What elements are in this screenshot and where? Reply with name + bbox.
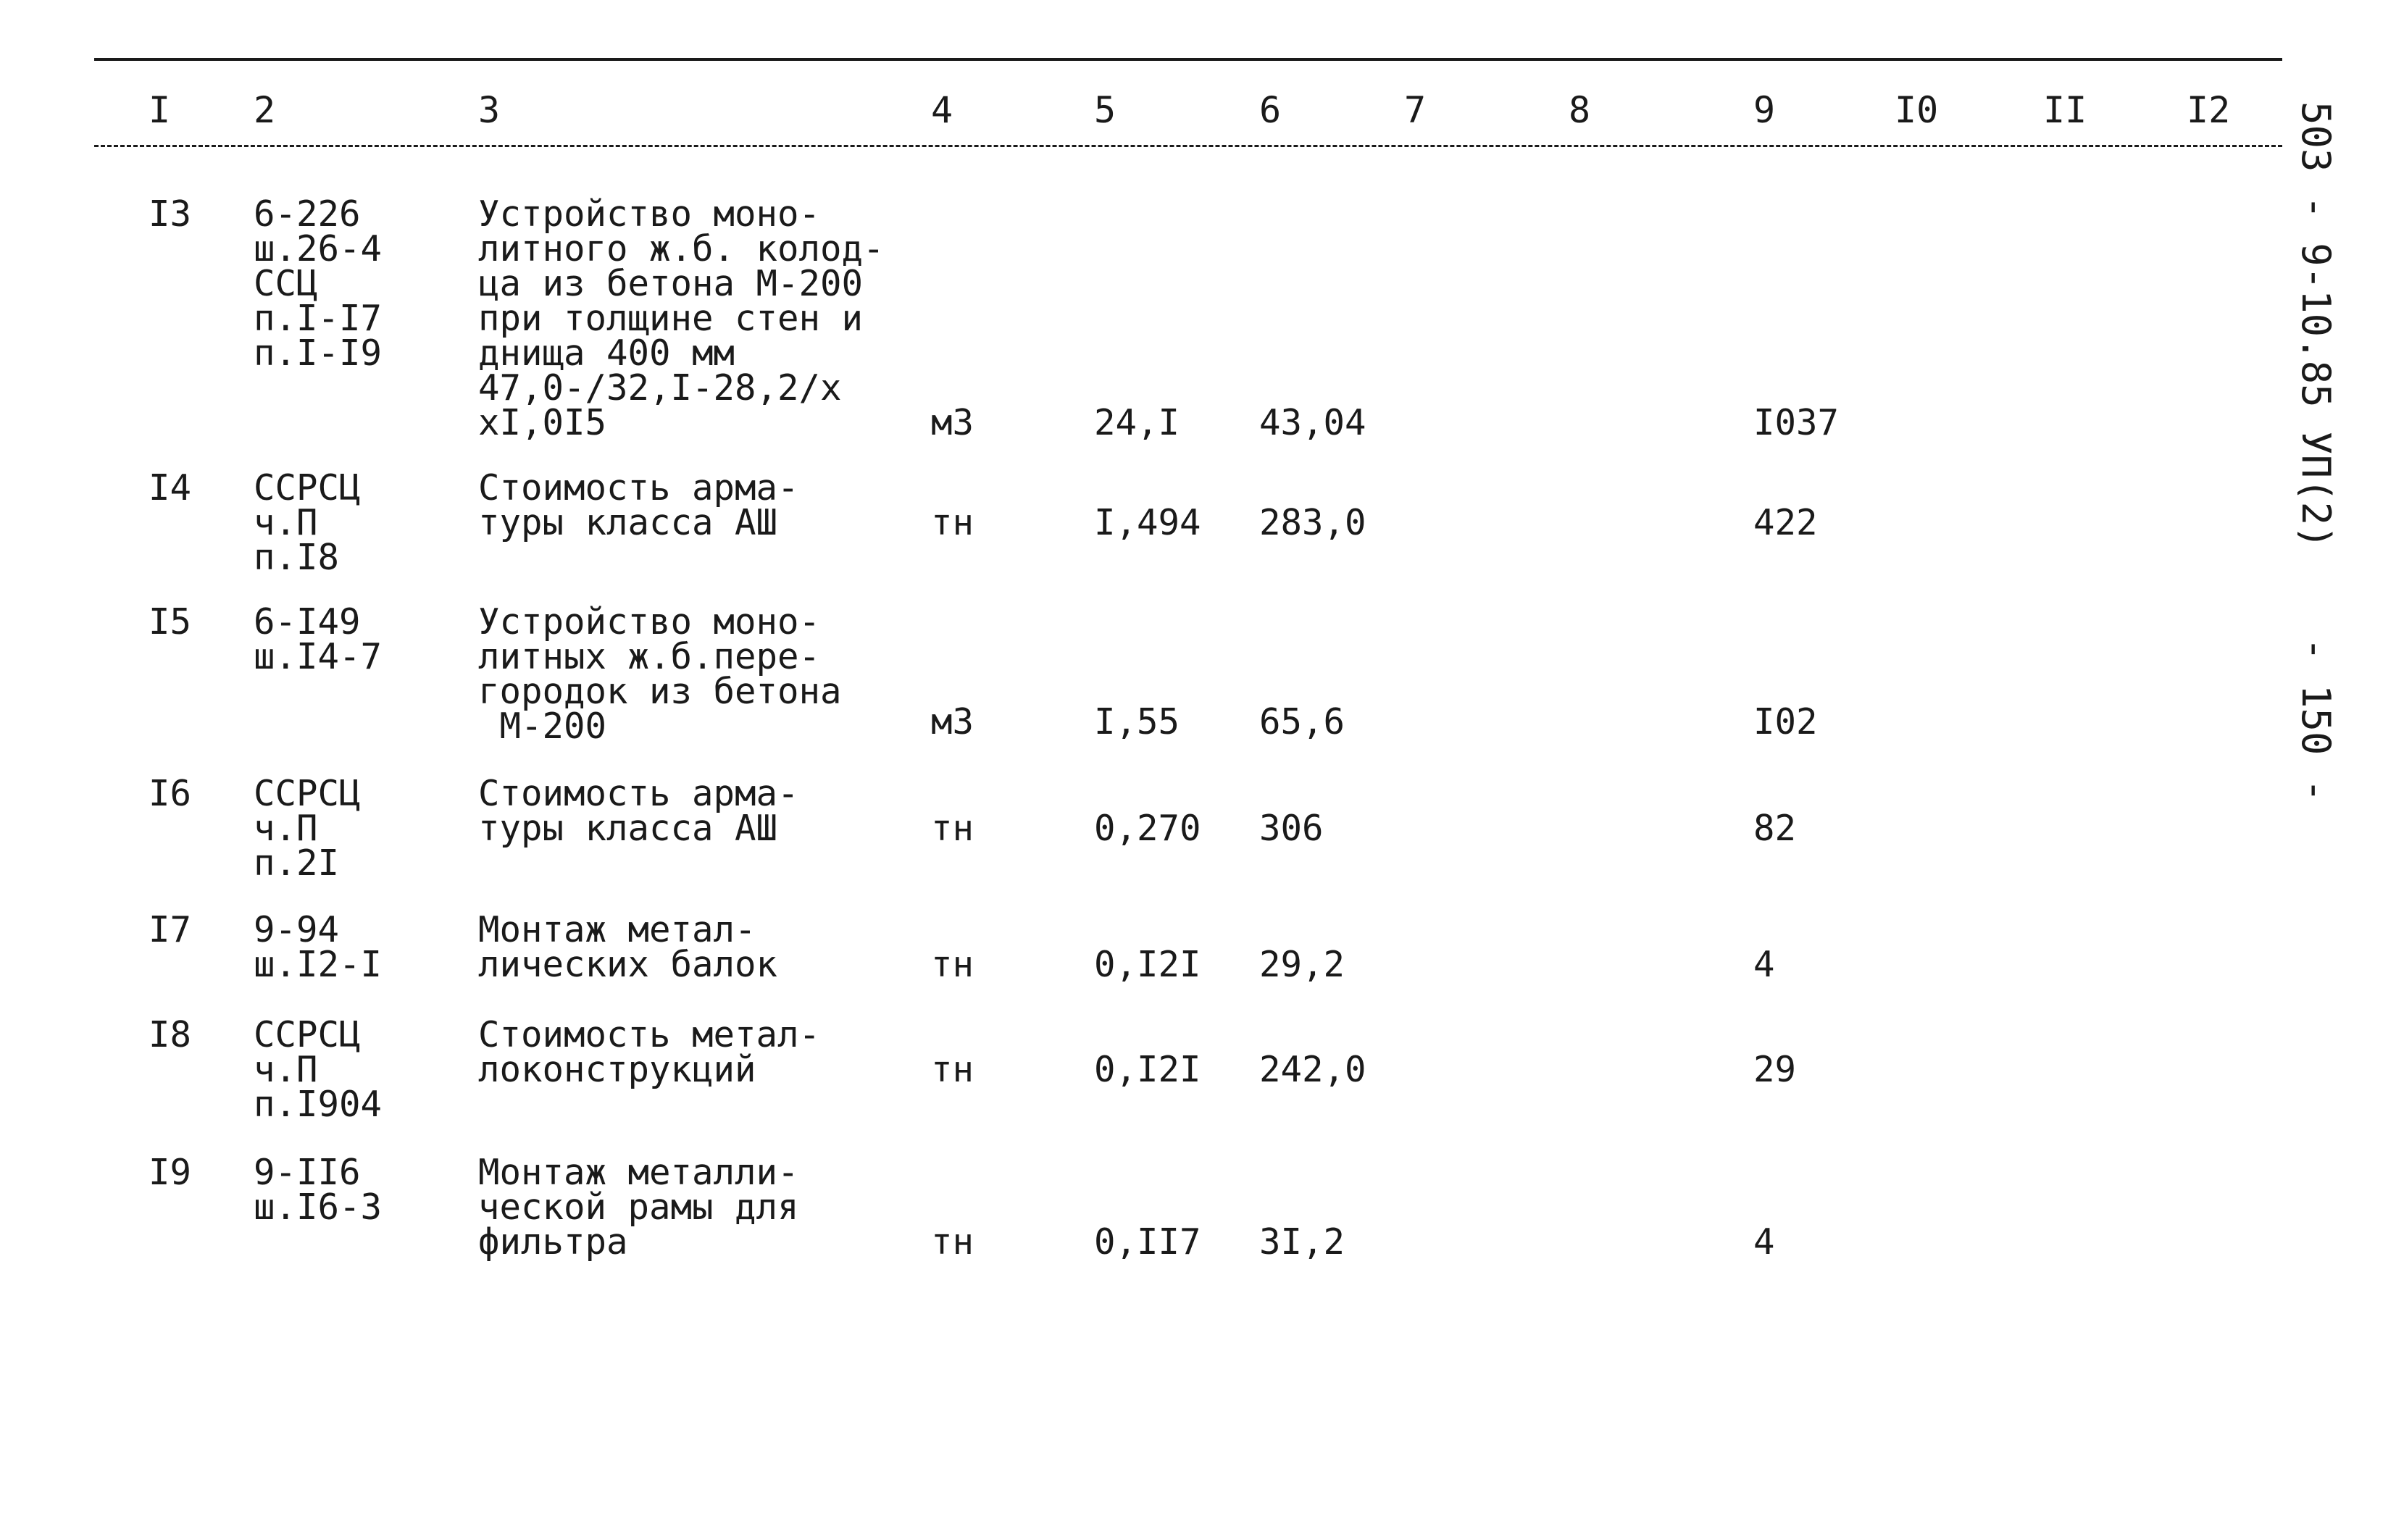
row-unit: тн — [931, 808, 974, 849]
row-total: 82 — [1753, 808, 1797, 849]
row-description: Монтаж металли- ческой рамы для фильтра — [478, 1152, 799, 1263]
row-unit-price: 29,2 — [1259, 944, 1345, 985]
row-description: Устройство моно- литного ж.б. колод- ца из бетона М-200 при толщине стен и днища 400 мм 47,0-/32,I-28,2/х хI,0I5 — [478, 193, 885, 443]
column-header-8: 8 — [1569, 89, 1591, 131]
row-number: I9 — [149, 1152, 192, 1193]
row-code: ССРСЦ ч.П п.I8 — [254, 467, 361, 578]
column-header-1: I — [149, 89, 171, 131]
row-total: I037 — [1753, 402, 1840, 443]
row-quantity: I,494 — [1094, 502, 1201, 543]
row-unit-price: 65,6 — [1259, 701, 1345, 742]
row-code: 9-94 ш.I2-I — [254, 909, 383, 985]
row-number: I4 — [149, 467, 192, 509]
column-header-4: 4 — [931, 89, 953, 131]
row-unit: м3 — [931, 701, 974, 742]
header-rule — [94, 145, 2282, 147]
row-unit: тн — [931, 944, 974, 985]
row-number: I7 — [149, 909, 192, 950]
row-description: Стоимость метал- локонструкций — [478, 1014, 821, 1090]
row-unit: м3 — [931, 402, 974, 443]
row-code: ССРСЦ ч.П п.2I — [254, 773, 361, 884]
row-quantity: 0,270 — [1094, 808, 1201, 849]
column-header-11: II — [2043, 89, 2087, 131]
page-number: - 150 - — [2293, 637, 2339, 803]
top-rule — [94, 58, 2282, 61]
row-unit-price: 306 — [1259, 808, 1324, 849]
row-unit-price: 242,0 — [1259, 1049, 1366, 1090]
row-unit: тн — [931, 502, 974, 543]
row-description: Стоимость арма- туры класса АШ — [478, 467, 799, 543]
column-header-9: 9 — [1753, 89, 1776, 131]
row-number: I6 — [149, 773, 192, 814]
column-header-12: I2 — [2187, 89, 2231, 131]
column-header-3: 3 — [478, 89, 501, 131]
row-code: 6-226 ш.26-4 ССЦ п.I-I7 п.I-I9 — [254, 193, 383, 374]
row-number: I5 — [149, 601, 192, 643]
row-unit-price: 43,04 — [1259, 402, 1366, 443]
row-total: I02 — [1753, 701, 1818, 742]
row-description: Стоимость арма- туры класса АШ — [478, 773, 799, 849]
row-total: 422 — [1753, 502, 1818, 543]
row-number: I3 — [149, 193, 192, 235]
row-number: I8 — [149, 1014, 192, 1055]
row-unit-price: 283,0 — [1259, 502, 1366, 543]
row-description: Устройство моно- литных ж.б.пере- городок из бетона М-200 — [478, 601, 842, 747]
row-total: 4 — [1753, 944, 1775, 985]
row-unit: тн — [931, 1221, 974, 1263]
row-total: 4 — [1753, 1221, 1775, 1263]
row-quantity: I,55 — [1094, 701, 1180, 742]
column-header-5: 5 — [1094, 89, 1116, 131]
row-description: Монтаж метал- лических балок — [478, 909, 778, 985]
row-unit: тн — [931, 1049, 974, 1090]
row-unit-price: 3I,2 — [1259, 1221, 1345, 1263]
document-code: 503 - 9-10.85 УП(2) — [2293, 101, 2339, 549]
row-code: 9-II6 ш.I6-3 — [254, 1152, 383, 1228]
row-quantity: 0,II7 — [1094, 1221, 1201, 1263]
column-header-7: 7 — [1404, 89, 1427, 131]
row-quantity: 0,I2I — [1094, 1049, 1201, 1090]
column-header-2: 2 — [254, 89, 276, 131]
row-code: ССРСЦ ч.П п.I904 — [254, 1014, 383, 1125]
row-quantity: 24,I — [1094, 402, 1180, 443]
row-quantity: 0,I2I — [1094, 944, 1201, 985]
row-code: 6-I49 ш.I4-7 — [254, 601, 383, 677]
row-total: 29 — [1753, 1049, 1797, 1090]
column-header-10: I0 — [1895, 89, 1939, 131]
column-header-6: 6 — [1259, 89, 1282, 131]
